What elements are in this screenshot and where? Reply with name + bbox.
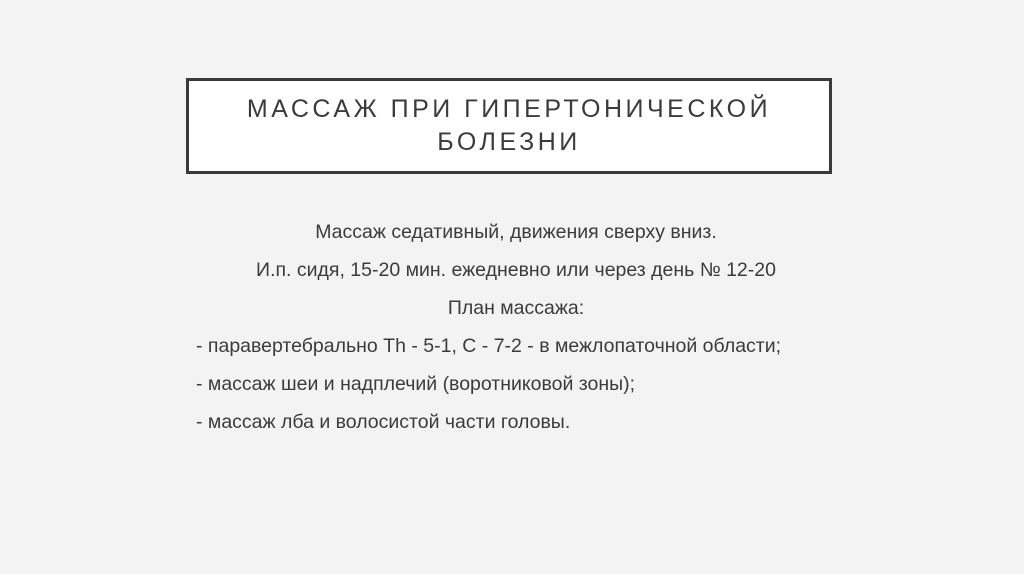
slide-title-line-1: МАССАЖ ПРИ ГИПЕРТОНИЧЕСКОЙ (246, 95, 772, 123)
body-line-5: - массаж шеи и надплечий (воротниковой зоны); (196, 373, 636, 395)
body-line-1: Массаж седативный, движения сверху вниз. (315, 221, 717, 243)
body-line-2: И.п. сидя, 15-20 мин. ежедневно или через день № 12-20 (256, 259, 776, 281)
title-box (186, 78, 832, 174)
body-line-4: - паравертебрально Th - 5-1, С - 7-2 - в межлопаточной области; (196, 335, 782, 357)
body-line-6: - массаж лба и волосистой части головы. (196, 411, 571, 433)
slide-title-line-2: БОЛЕЗНИ (437, 128, 581, 156)
slide-body (196, 220, 836, 434)
body-line-3: План массажа: (447, 297, 585, 319)
